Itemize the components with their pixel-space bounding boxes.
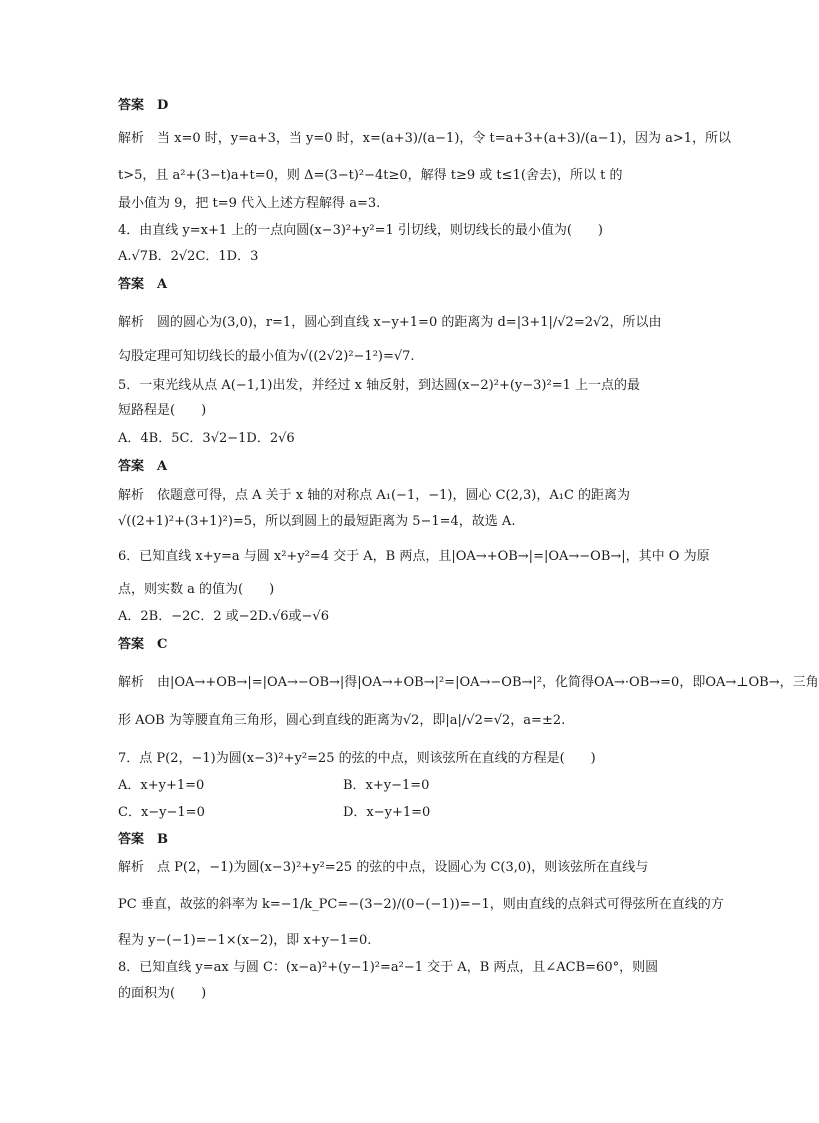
question-7-option-d: D．x−y+1=0 — [343, 805, 431, 820]
answer-line: 答案 D — [118, 98, 169, 113]
question-6-options: A．2B．−2C．2 或−2D.√6或−√6 — [118, 609, 329, 624]
question-5-options: A．4B．5C．3√2−1D．2√6 — [118, 431, 295, 446]
analysis-line: 程为 y−(−1)=−1×(x−2)，即 x+y−1=0. — [118, 933, 372, 948]
analysis-line: 解析 依题意可得，点 A 关于 x 轴的对称点 A₁(−1，−1)，圆心 C(2,3)，A₁C 的距离为 — [118, 488, 631, 503]
question-4: 4．由直线 y=x+1 上的一点向圆(x−3)²+y²=1 引切线，则切线长的最小值为( ) — [118, 223, 604, 238]
answer-line: 答案 C — [118, 637, 168, 652]
question-7: 7．点 P(2，−1)为圆(x−3)²+y²=25 的弦的中点，则该弦所在直线的方程是( ) — [118, 751, 596, 766]
analysis-line: √((2+1)²+(3+1)²)=5，所以到圆上的最短距离为 5−1=4，故选 A. — [118, 514, 516, 529]
question-7-option-c: C．x−y−1=0 — [118, 805, 205, 820]
analysis-line: 勾股定理可知切线长的最小值为√((2√2)²−1²)=√7. — [118, 349, 415, 364]
analysis-line: 解析 当 x=0 时，y=a+3，当 y=0 时，x=(a+3)/(a−1)，令 t=a+3+(a+3)/(a−1)，因为 a>1，所以 — [118, 131, 731, 146]
answer-line: 答案 B — [118, 832, 168, 847]
question-5: 5．一束光线从点 A(−1,1)出发，并经过 x 轴反射，到达圆(x−2)²+(y−3)²=1 上一点的最 — [118, 378, 640, 393]
question-7-option-a: A．x+y+1=0 — [118, 778, 205, 793]
answer-line: 答案 A — [118, 277, 168, 292]
analysis-line: 解析 圆的圆心为(3,0)，r=1，圆心到直线 x−y+1=0 的距离为 d=|3+1|/√2=2√2，所以由 — [118, 315, 662, 330]
analysis-line: PC 垂直，故弦的斜率为 k=−1/k_PC=−(3−2)/(0−(−1))=−1，则由直线的点斜式可得弦所在直线的方 — [118, 897, 724, 912]
question-8-cont: 的面积为( ) — [118, 986, 207, 1001]
question-8: 8．已知直线 y=ax 与圆 C：(x−a)²+(y−1)²=a²−1 交于 A，B 两点，且∠ACB=60°，则圆 — [118, 960, 659, 975]
analysis-line: 最小值为 9，把 t=9 代入上述方程解得 a=3. — [118, 196, 381, 211]
analysis-line: 形 AOB 为等腰直角三角形，圆心到直线的距离为√2，即|a|/√2=√2，a=±2. — [118, 713, 566, 728]
analysis-line: t>5，且 a²+(3−t)a+t=0，则 Δ=(3−t)²−4t≥0，解得 t≥9 或 t≤1(舍去)，所以 t 的 — [118, 168, 623, 183]
question-4-options: A.√7B．2√2C．1D．3 — [118, 249, 259, 264]
answer-line: 答案 A — [118, 459, 168, 474]
analysis-line: 解析 由|OA→+OB→|=|OA→−OB→|得|OA→+OB→|²=|OA→−OB→|²，化简得OA→·OB→=0，即OA→⊥OB→，三角 — [118, 675, 819, 690]
question-5-cont: 短路程是( ) — [118, 403, 207, 418]
question-6-cont: 点，则实数 a 的值为( ) — [118, 582, 275, 597]
analysis-line: 解析 点 P(2，−1)为圆(x−3)²+y²=25 的弦的中点，设圆心为 C(3,0)，则该弦所在直线与 — [118, 860, 649, 875]
question-6: 6．已知直线 x+y=a 与圆 x²+y²=4 交于 A，B 两点，且|OA→+OB→|=|OA→−OB→|，其中 O 为原 — [118, 549, 710, 564]
question-7-option-b: B．x+y−1=0 — [343, 778, 430, 793]
